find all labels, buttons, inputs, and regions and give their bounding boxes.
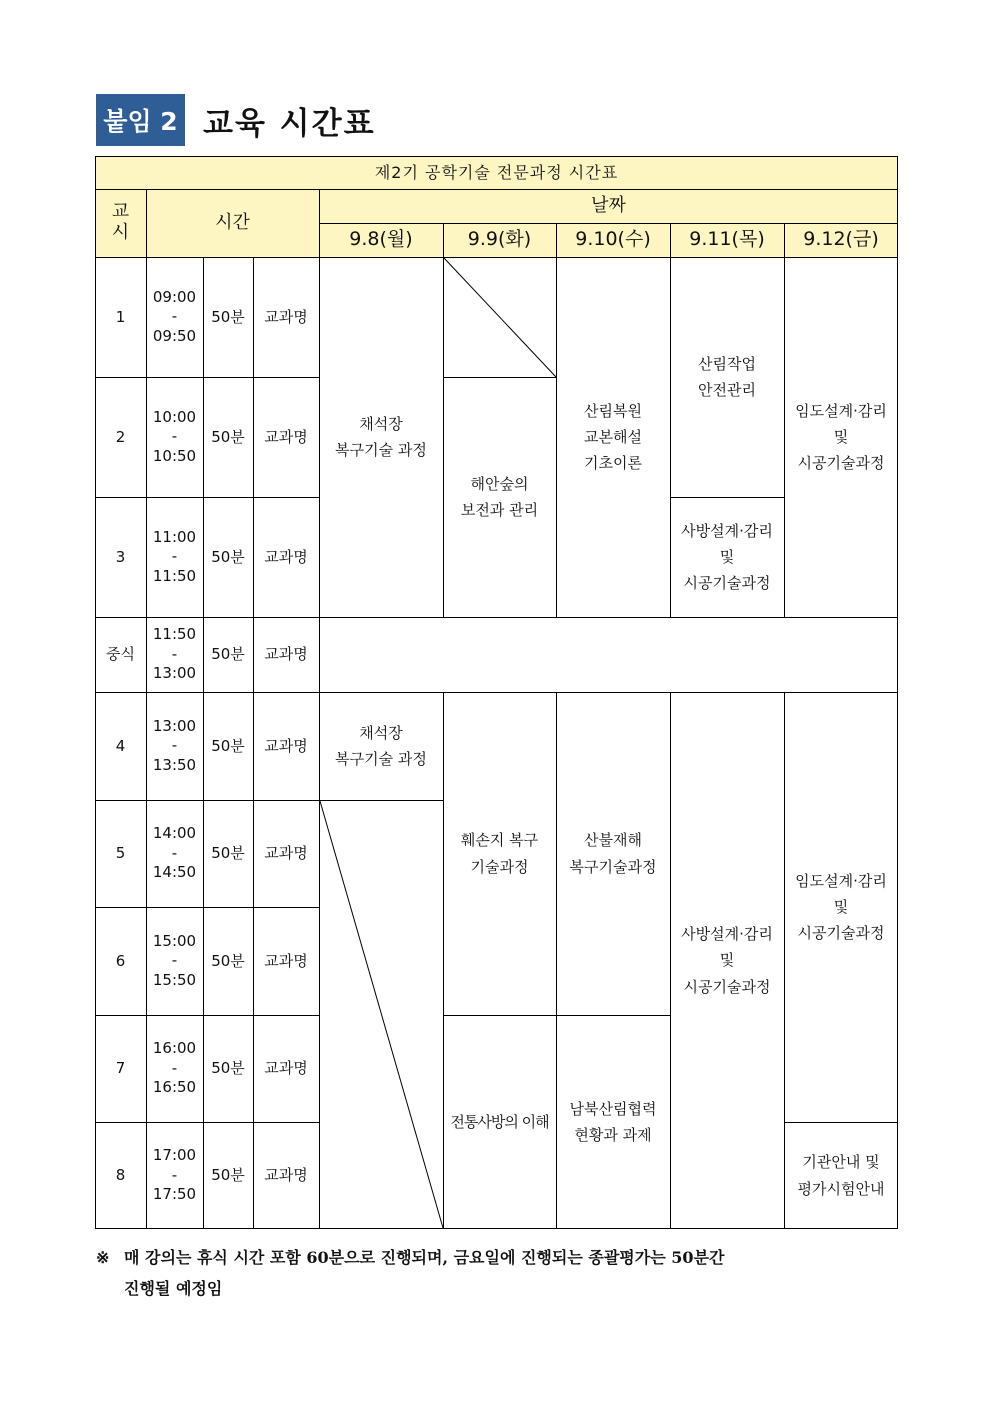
footnote-text-2: 진행될 예정임	[124, 1279, 223, 1298]
time-4: 13:00 - 13:50	[152, 716, 197, 774]
date-mon: 9.8(월)	[319, 223, 443, 257]
label-2: 교과명	[264, 427, 308, 446]
time-8: 17:00 - 17:50	[152, 1146, 197, 1204]
period-5: 5	[115, 844, 126, 863]
period-lunch: 중식	[106, 645, 135, 664]
duration-8: 50분	[211, 1166, 245, 1185]
time-7: 16:00 - 16:50	[152, 1039, 197, 1097]
label-1: 교과명	[264, 307, 308, 326]
duration-7: 50분	[211, 1059, 245, 1078]
duration-lunch: 50분	[211, 645, 245, 664]
label-4: 교과명	[264, 736, 308, 755]
time-5: 14:00 - 14:50	[152, 824, 197, 882]
label-3: 교과명	[264, 547, 308, 566]
course-thu-morning-1: 산림작업 안전관리	[698, 354, 756, 399]
course-mon-afternoon: 채석장 복구기술 과정	[335, 723, 427, 768]
duration-4: 50분	[211, 736, 245, 755]
header-date-group: 날짜	[319, 189, 898, 223]
course-thu-morning-2: 사방설계·감리 및 시공기술과정	[681, 521, 773, 593]
table-gridlines	[95, 156, 898, 1229]
period-8: 8	[115, 1166, 126, 1185]
empty-slot-diagonal-mon	[320, 801, 443, 1228]
course-wed-morning: 산림복원 교본해설 기초이론	[584, 401, 642, 473]
duration-3: 50분	[211, 547, 245, 566]
duration-6: 50분	[211, 951, 245, 970]
footnote	[96, 1242, 904, 1304]
course-fri-morning: 임도설계·감리 및 시공기술과정	[795, 401, 887, 473]
course-tue-afternoon-2: 전통사방의 이해	[450, 1112, 549, 1131]
footnote-text-1: 매 강의는 휴식 시간 포함 60분으로 진행되며, 금요일에 진행되는 종괄평가는 50분간	[124, 1248, 725, 1267]
period-7: 7	[115, 1059, 126, 1078]
attachment-badge: 붙임 2	[96, 94, 185, 146]
label-7: 교과명	[264, 1059, 308, 1078]
time-1: 09:00 - 09:50	[152, 287, 197, 345]
date-fri: 9.12(금)	[784, 223, 898, 257]
period-4: 4	[115, 736, 126, 755]
timetable	[95, 156, 898, 1229]
period-3: 3	[115, 547, 126, 566]
empty-slot-diagonal-tue	[444, 258, 556, 377]
period-6: 6	[115, 951, 126, 970]
date-wed: 9.10(수)	[556, 223, 670, 257]
course-mon-morning: 채석장 복구기술 과정	[335, 414, 427, 459]
header-period: 교 시	[95, 189, 146, 257]
page-heading	[96, 94, 376, 146]
course-wed-afternoon-2: 남북산림협력 현황과 과제	[569, 1099, 657, 1144]
course-thu-afternoon: 사방설계·감리 및 시공기술과정	[681, 925, 773, 996]
time-3: 11:00 - 11:50	[152, 527, 197, 585]
duration-1: 50분	[211, 307, 245, 326]
duration-5: 50분	[211, 844, 245, 863]
duration-2: 50분	[211, 427, 245, 446]
course-fri-afternoon-2: 기관안내 및 평가시험안내	[797, 1153, 885, 1198]
course-fri-afternoon-1: 임도설계·감리 및 시공기술과정	[795, 871, 887, 943]
course-tue-afternoon-1: 훼손지 복구 기술과정	[460, 831, 539, 876]
time-lunch: 11:50 - 13:00	[152, 625, 197, 683]
timetable-title: 제2기 공학기술 전문과정 시간표	[95, 156, 898, 189]
course-wed-afternoon-1: 산불재해 복구기술과정	[569, 831, 657, 876]
period-1: 1	[115, 307, 126, 326]
label-5: 교과명	[264, 844, 308, 863]
period-2: 2	[115, 427, 126, 446]
date-thu: 9.11(목)	[670, 223, 784, 257]
label-6: 교과명	[264, 951, 308, 970]
time-2: 10:00 - 10:50	[152, 407, 197, 465]
date-tue: 9.9(화)	[443, 223, 556, 257]
footnote-line-1	[96, 1242, 904, 1273]
page-title: 교육 시간표	[203, 105, 376, 142]
note-mark: ※	[96, 1248, 110, 1267]
label-8: 교과명	[264, 1166, 308, 1185]
course-tue-morning: 해안숲의 보전과 관리	[460, 474, 539, 519]
label-lunch: 교과명	[264, 645, 308, 664]
time-6: 15:00 - 15:50	[152, 931, 197, 989]
header-time: 시간	[146, 189, 319, 257]
